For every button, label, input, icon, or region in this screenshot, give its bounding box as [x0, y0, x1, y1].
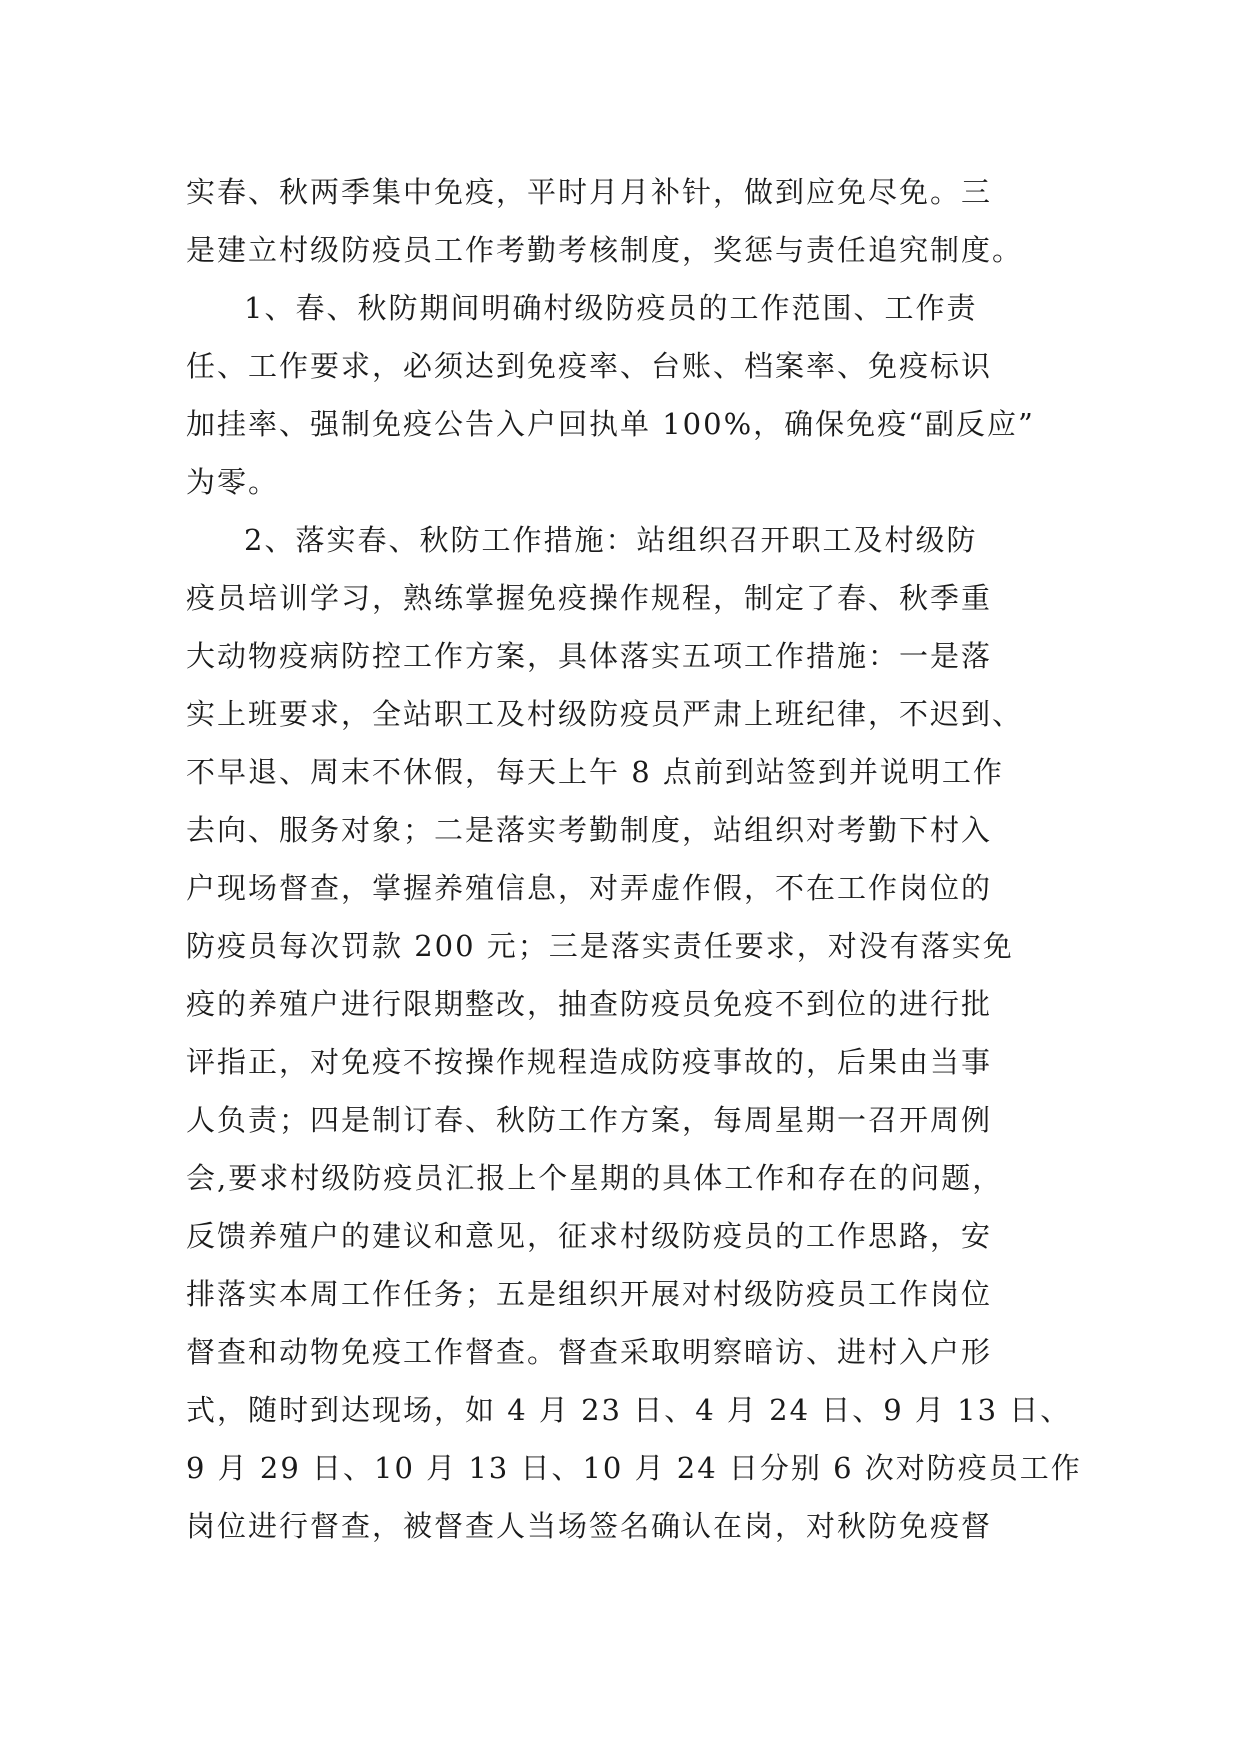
text-line: 评指正，对免疫不按操作规程造成防疫事故的，后果由当事	[186, 1045, 993, 1079]
text-line: 督查和动物免疫工作督查。督查采取明察暗访、进村入户形	[186, 1335, 993, 1369]
text-line: 去向、服务对象；二是落实考勤制度，站组织对考勤下村入	[186, 813, 993, 847]
text-line: 9 月 29 日、10 月 13 日、10 月 24 日分别 6 次对防疫员工作	[186, 1451, 1082, 1485]
text-line: 实春、秋两季集中免疫，平时月月补针，做到应免尽免。三	[186, 175, 993, 209]
text-line: 排落实本周工作任务；五是组织开展对村级防疫员工作岗位	[186, 1277, 993, 1311]
text-line: 是建立村级防疫员工作考勤考核制度，奖惩与责任追究制度。	[186, 233, 1024, 267]
text-line: 加挂率、强制免疫公告入户回执单 100%，确保免疫“副反应”	[186, 407, 1035, 441]
text-line: 实上班要求，全站职工及村级防疫员严肃上班纪律，不迟到、	[186, 697, 1024, 731]
text-line: 反馈养殖户的建议和意见，征求村级防疫员的工作思路，安	[186, 1219, 993, 1253]
text-line: 不早退、周末不休假，每天上午 8 点前到站签到并说明工作	[186, 755, 1004, 789]
text-line: 任、工作要求，必须达到免疫率、台账、档案率、免疫标识	[186, 349, 993, 383]
text-line: 为零。	[186, 465, 280, 499]
text-line: 岗位进行督查，被督查人当场签名确认在岗，对秋防免疫督	[186, 1509, 993, 1543]
text-line: 人负责；四是制订春、秋防工作方案，每周星期一召开周例	[186, 1103, 993, 1137]
text-line: 疫的养殖户进行限期整改，抽查防疫员免疫不到位的进行批	[186, 987, 993, 1021]
text-line: 大动物疫病防控工作方案，具体落实五项工作措施：一是落	[186, 639, 993, 673]
text-line: 户现场督查，掌握养殖信息，对弄虚作假，不在工作岗位的	[186, 871, 993, 905]
paragraph-1-first-line: 1、春、秋防期间明确村级防疫员的工作范围、工作责	[244, 291, 978, 325]
text-line: 会,要求村级防疫员汇报上个星期的具体工作和存在的问题，	[186, 1161, 1004, 1195]
text-line: 防疫员每次罚款 200 元；三是落实责任要求，对没有落实免	[186, 929, 1014, 963]
paragraph-2-first-line: 2、落实春、秋防工作措施：站组织召开职工及村级防	[244, 523, 978, 557]
body-text	[186, 163, 1082, 1555]
text-line: 疫员培训学习，熟练掌握免疫操作规程，制定了春、秋季重	[186, 581, 993, 615]
text-line: 式，随时到达现场，如 4 月 23 日、4 月 24 日、9 月 13 日、	[186, 1393, 1072, 1427]
